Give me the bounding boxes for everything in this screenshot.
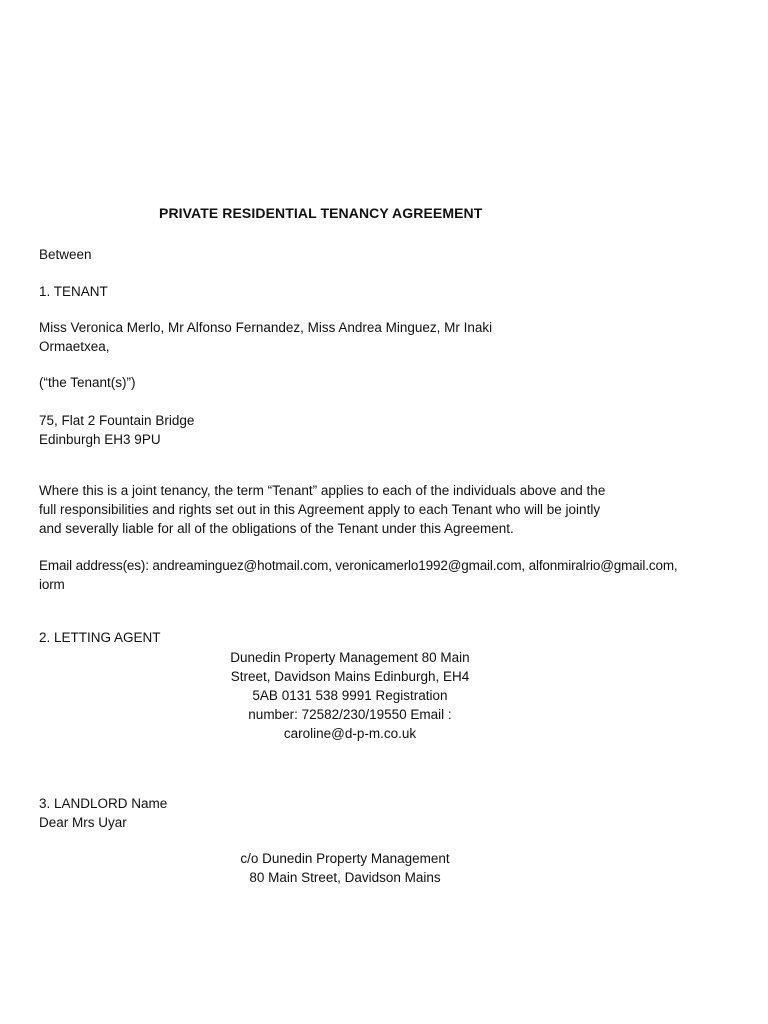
email-addresses [39, 556, 678, 594]
tenant-names-line-1: Miss Veronica Merlo, Mr Alfonso Fernandez, Miss Andrea Minguez, Mr Inaki [39, 320, 493, 335]
tenant-names [39, 318, 492, 356]
landlord-care-of [195, 849, 495, 887]
joint-tenancy-line-2: full responsibilities and rights set out in this Agreement apply to each Tenant who will be jointly [39, 502, 601, 517]
tenant-names-line-2: Ormaetxea, [39, 339, 110, 354]
agent-line-2: Street, Davidson Mains Edinburgh, EH4 [230, 669, 470, 684]
between-label: Between [39, 247, 92, 262]
landlord-block [39, 794, 167, 832]
tenant-label: (“the Tenant(s)”) [39, 375, 136, 390]
landlord-name: Dear Mrs Uyar [39, 815, 127, 830]
email-line-2: iorm [39, 577, 65, 592]
joint-tenancy-paragraph [39, 481, 605, 538]
joint-tenancy-line-3: and severally liable for all of the obligations of the Tenant under this Agreement. [39, 521, 514, 536]
agent-line-1: Dunedin Property Management 80 Main [230, 650, 470, 665]
letting-agent-heading: 2. LETTING AGENT [39, 630, 161, 645]
agent-email: caroline@d-p-m.co.uk [283, 726, 417, 741]
tenant-heading: 1. TENANT [39, 284, 108, 299]
tenant-address-line-1: 75, Flat 2 Fountain Bridge [39, 413, 195, 428]
document-title: PRIVATE RESIDENTIAL TENANCY AGREEMENT [159, 205, 483, 221]
email-line-1: Email address(es): andreaminguez@hotmail.com, veronicamerlo1992@gmail.com, alfonmiralrio@gmail.com, [39, 558, 678, 573]
care-of-line-2: 80 Main Street, Davidson Mains [249, 870, 441, 885]
tenant-address [39, 411, 194, 449]
care-of-line-1: c/o Dunedin Property Management [240, 851, 450, 866]
agent-line-3: 5AB 0131 538 9991 Registration [252, 688, 448, 703]
landlord-heading: 3. LANDLORD Name [39, 796, 168, 811]
joint-tenancy-line-1: Where this is a joint tenancy, the term “Tenant” applies to each of the individuals above and the [39, 483, 606, 498]
agent-line-4: number: 72582/230/19550 Email : [248, 707, 452, 722]
letting-agent-details [200, 648, 500, 743]
tenant-address-line-2: Edinburgh EH3 9PU [39, 432, 161, 447]
